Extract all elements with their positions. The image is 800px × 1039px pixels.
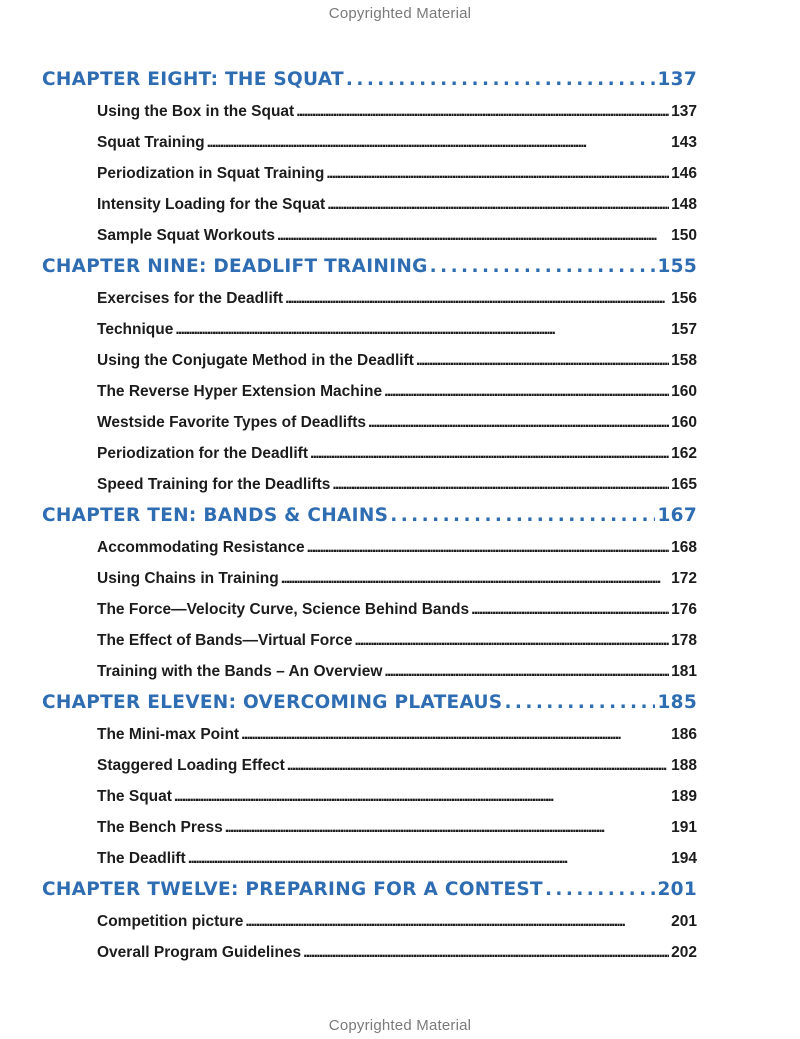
dot-leader xyxy=(296,96,669,127)
section-entry-page-number: 191 xyxy=(671,819,697,836)
section-entry-page-number: 178 xyxy=(671,632,697,649)
dot-leader xyxy=(281,563,669,594)
chapter-heading xyxy=(42,500,697,532)
section-entry-title: Intensity Loading for the Squat xyxy=(97,196,326,213)
section-entry-page-number: 158 xyxy=(671,352,697,369)
section-entry-page-number: 157 xyxy=(671,321,697,338)
dot-leader xyxy=(332,469,669,500)
section-entry xyxy=(97,127,697,158)
section-entry xyxy=(97,345,697,376)
section-entry xyxy=(97,781,697,812)
section-entry-page-number: 137 xyxy=(671,103,697,120)
section-entry xyxy=(97,906,697,937)
section-entry xyxy=(97,812,697,843)
section-entry-page-number: 188 xyxy=(671,757,697,774)
chapter-heading xyxy=(42,687,697,719)
section-entry xyxy=(97,220,697,251)
chapter-heading-page-number: 185 xyxy=(657,692,697,713)
section-entry-title: Using Chains in Training xyxy=(97,570,279,587)
section-entry-title: Technique xyxy=(97,321,174,338)
section-entry xyxy=(97,625,697,656)
section-entry-title: Accommodating Resistance xyxy=(97,539,305,556)
dot-leader xyxy=(307,532,670,563)
section-entry xyxy=(97,314,697,345)
chapter-heading-page-number: 167 xyxy=(657,505,697,526)
section-entry-title: Speed Training for the Deadlifts xyxy=(97,476,331,493)
section-entry-page-number: 194 xyxy=(671,850,697,867)
section-entry-title: The Deadlift xyxy=(97,850,186,867)
section-entry-title: Squat Training xyxy=(97,134,205,151)
dot-leader xyxy=(471,594,669,625)
section-entry xyxy=(97,158,697,189)
chapter-heading-title: CHAPTER EIGHT: THE SQUAT xyxy=(42,69,344,90)
section-entry xyxy=(97,376,697,407)
section-entry-title: Overall Program Guidelines xyxy=(97,944,302,961)
section-entry xyxy=(97,750,697,781)
section-entry-title: Training with the Bands – An Overview xyxy=(97,663,383,680)
dot-leader xyxy=(174,781,669,812)
section-entry xyxy=(97,843,697,874)
section-entry-page-number: 165 xyxy=(671,476,697,493)
dot-leader xyxy=(245,906,669,937)
section-entry-page-number: 146 xyxy=(671,165,697,182)
section-entry xyxy=(97,594,697,625)
section-entry-title: The Reverse Hyper Extension Machine xyxy=(97,383,383,400)
section-entry-title: Sample Squat Workouts xyxy=(97,227,275,244)
section-entry xyxy=(97,96,697,127)
dot-leader xyxy=(277,220,669,251)
section-entry-page-number: 181 xyxy=(671,663,697,680)
dot-leader xyxy=(430,251,656,283)
dot-leader xyxy=(545,874,656,906)
section-entry-title: Staggered Loading Effect xyxy=(97,757,285,774)
dot-leader xyxy=(504,687,655,719)
section-entry xyxy=(97,656,697,687)
section-entry xyxy=(97,719,697,750)
dot-leader xyxy=(326,158,669,189)
section-entry-title: Using the Conjugate Method in the Deadlift xyxy=(97,352,414,369)
chapter-heading-page-number: 201 xyxy=(657,879,697,900)
section-entry-page-number: 168 xyxy=(671,539,697,556)
dot-leader xyxy=(310,438,669,469)
copyright-footer: Copyrighted Material xyxy=(328,1017,472,1034)
section-entry-page-number: 189 xyxy=(671,788,697,805)
section-entry-page-number: 160 xyxy=(671,383,697,400)
section-entry xyxy=(97,189,697,220)
table-of-contents xyxy=(42,64,697,968)
dot-leader xyxy=(355,625,670,656)
dot-leader xyxy=(390,500,655,532)
chapter-heading-page-number: 137 xyxy=(657,69,697,90)
section-entry-page-number: 201 xyxy=(671,913,697,930)
section-entry-page-number: 162 xyxy=(671,445,697,462)
section-entry-page-number: 148 xyxy=(671,196,697,213)
section-entry-page-number: 186 xyxy=(671,726,697,743)
section-entry-title: The Mini-max Point xyxy=(97,726,240,743)
dot-leader xyxy=(416,345,669,376)
section-entry-page-number: 160 xyxy=(671,414,697,431)
chapter-heading-title: CHAPTER ELEVEN: OVERCOMING PLATEAUS xyxy=(42,692,503,713)
dot-leader xyxy=(303,937,669,968)
chapter-heading-title: CHAPTER TWELVE: PREPARING FOR A CONTEST xyxy=(42,879,543,900)
dot-leader xyxy=(188,843,669,874)
chapter-heading xyxy=(42,64,697,96)
dot-leader xyxy=(384,656,669,687)
chapter-heading-title: CHAPTER NINE: DEADLIFT TRAINING xyxy=(42,256,428,277)
section-entry-title: The Effect of Bands—Virtual Force xyxy=(97,632,353,649)
section-entry-page-number: 176 xyxy=(671,601,697,618)
dot-leader xyxy=(287,750,669,781)
section-entry-title: Periodization for the Deadlift xyxy=(97,445,308,462)
section-entry xyxy=(97,937,697,968)
chapter-heading-title: CHAPTER TEN: BANDS & CHAINS xyxy=(42,505,389,526)
dot-leader xyxy=(285,283,669,314)
copyright-header: Copyrighted Material xyxy=(328,5,472,22)
section-entry xyxy=(97,407,697,438)
section-entry xyxy=(97,438,697,469)
section-entry-page-number: 172 xyxy=(671,570,697,587)
section-entry xyxy=(97,283,697,314)
section-entry-title: The Bench Press xyxy=(97,819,223,836)
chapter-heading xyxy=(42,874,697,906)
section-entry-title: The Squat xyxy=(97,788,172,805)
dot-leader xyxy=(241,719,669,750)
section-entry-page-number: 202 xyxy=(671,944,697,961)
chapter-heading-page-number: 155 xyxy=(657,256,697,277)
section-entry xyxy=(97,532,697,563)
chapter-heading xyxy=(42,251,697,283)
section-entry-title: Westside Favorite Types of Deadlifts xyxy=(97,414,367,431)
section-entry-title: Competition picture xyxy=(97,913,244,930)
section-entry-page-number: 143 xyxy=(671,134,697,151)
section-entry-title: Using the Box in the Squat xyxy=(97,103,295,120)
dot-leader xyxy=(207,127,669,158)
dot-leader xyxy=(368,407,669,438)
section-entry xyxy=(97,563,697,594)
dot-leader xyxy=(346,64,656,96)
dot-leader xyxy=(327,189,669,220)
section-entry-title: Periodization in Squat Training xyxy=(97,165,325,182)
dot-leader xyxy=(384,376,669,407)
section-entry-page-number: 150 xyxy=(671,227,697,244)
section-entry xyxy=(97,469,697,500)
section-entry-title: The Force—Velocity Curve, Science Behind Bands xyxy=(97,601,470,618)
section-entry-title: Exercises for the Deadlift xyxy=(97,290,284,307)
section-entry-page-number: 156 xyxy=(671,290,697,307)
dot-leader xyxy=(175,314,669,345)
dot-leader xyxy=(225,812,669,843)
